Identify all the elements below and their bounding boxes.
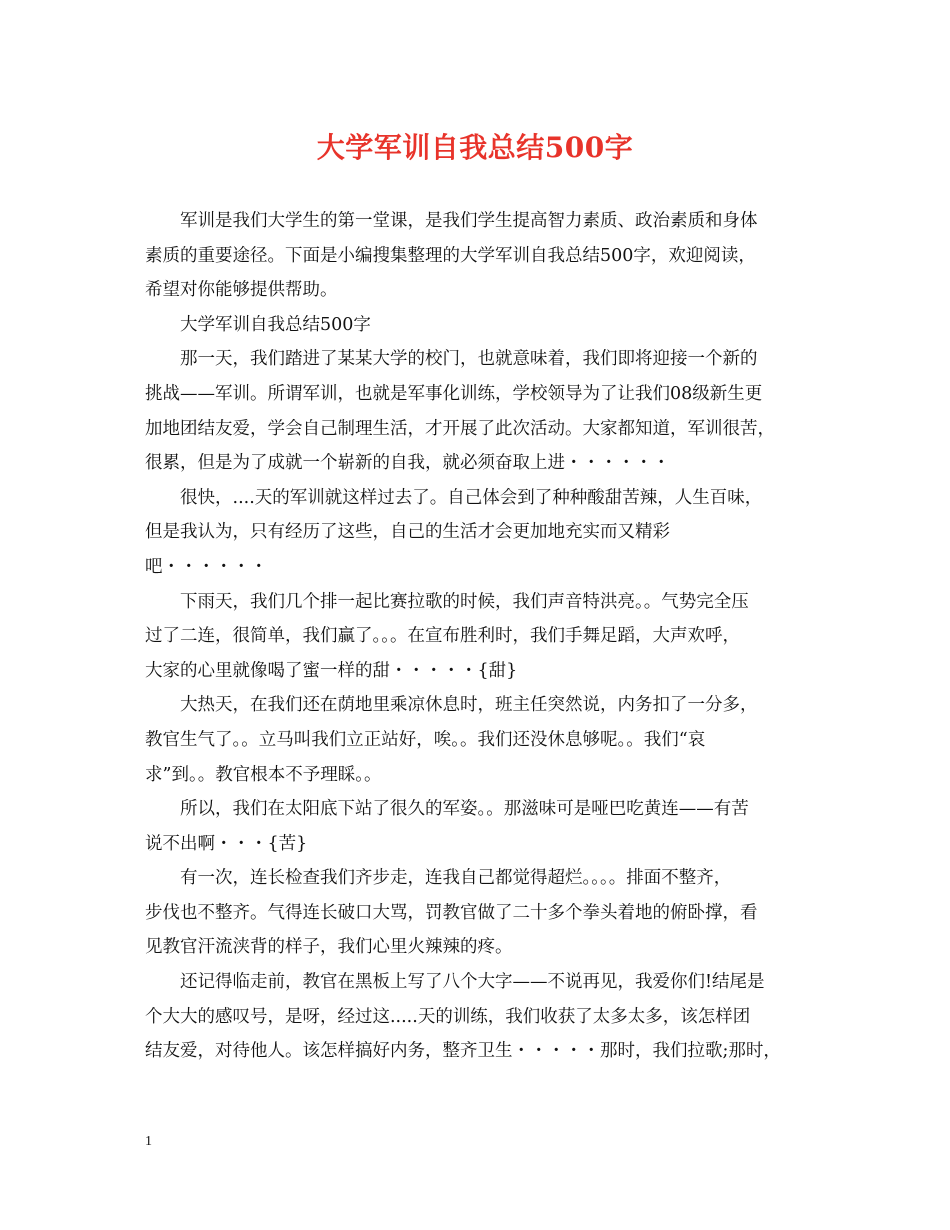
section-heading: 大学军训自我总结500字 (180, 314, 371, 335)
text-line: 个大大的感叹号，是呀，经过这.....天的训练，我们收获了太多太多，该怎样团 (145, 1006, 751, 1027)
text-line: 还记得临走前，教官在黑板上写了八个大字——不说再见，我爱你们!结尾是 (180, 972, 765, 993)
text-line: 吧・・・・・・ (145, 556, 268, 577)
text-line: 说不出啊・・・{苦} (145, 833, 308, 854)
text-line: 加地团结友爱，学会自己制理生活，才开展了此次活动。大家都知道，军训很苦， (145, 418, 775, 439)
text-line: 那一天，我们踏进了某某大学的校门，也就意味着，我们即将迎接一个新的 (180, 349, 758, 370)
text-line: 挑战——军训。所谓军训，也就是军事化训练，学校领导为了让我们08级新生更 (145, 383, 763, 404)
text-line: 下雨天，我们几个排一起比赛拉歌的时候，我们声音特洪亮。。气势完全压 (180, 591, 749, 612)
text-line: 军训是我们大学生的第一堂课，是我们学生提高智力素质、政治素质和身体 (180, 211, 758, 231)
text-line: 很快，....天的军训就这样过去了。自己体会到了种种酸甜苦辣，人生百味， (180, 487, 763, 508)
page-number: 1 (145, 1134, 152, 1149)
text-line: 步伐也不整齐。气得连长破口大骂，罚教官做了二十多个拳头着地的俯卧撑，看 (145, 902, 758, 923)
text-line: 很累，但是为了成就一个崭新的自我，就必须奋取上进・・・・・・ (145, 453, 670, 474)
text-line: 希望对你能够提供帮助。 (145, 280, 338, 301)
text-line: 大家的心里就像喝了蜜一样的甜・・・・・{甜} (145, 660, 518, 681)
text-line: 有一次，连长检查我们齐步走，连我自己都觉得超烂。。。。排面不整齐， (180, 868, 732, 889)
text-line: 素质的重要途径。下面是小编搜集整理的大学军训自我总结500字，欢迎阅读， (145, 245, 756, 266)
document-body (145, 204, 815, 1069)
text-line: 结友爱，对待他人。该怎样搞好内务，整齐卫生・・・・・那时，我们拉歌;那时， (145, 1041, 781, 1062)
text-line: 所以，我们在太阳底下站了很久的军姿。。那滋味可是哑巴吃黄连——有苦 (180, 799, 749, 820)
text-line: 求”到。。教官根本不予理睬。。 (145, 764, 382, 785)
text-line: 但是我认为，只有经历了这些，自己的生活才会更加地充实而又精彩 (145, 522, 670, 543)
text-line: 教官生气了。。立马叫我们立正站好，唉。。我们还没休息够呢。。我们“哀 (145, 729, 706, 750)
document-title: 大学军训自我总结500字 (316, 131, 634, 164)
text-line: 过了二连，很简单，我们赢了。。。在宣布胜利时，我们手舞足蹈，大声欢呼， (145, 626, 740, 647)
text-line: 大热天，在我们还在荫地里乘凉休息时，班主任突然说，内务扣了一分多， (180, 695, 758, 716)
text-line: 见教官汗流浃背的样子，我们心里火辣辣的疼。 (145, 937, 513, 958)
